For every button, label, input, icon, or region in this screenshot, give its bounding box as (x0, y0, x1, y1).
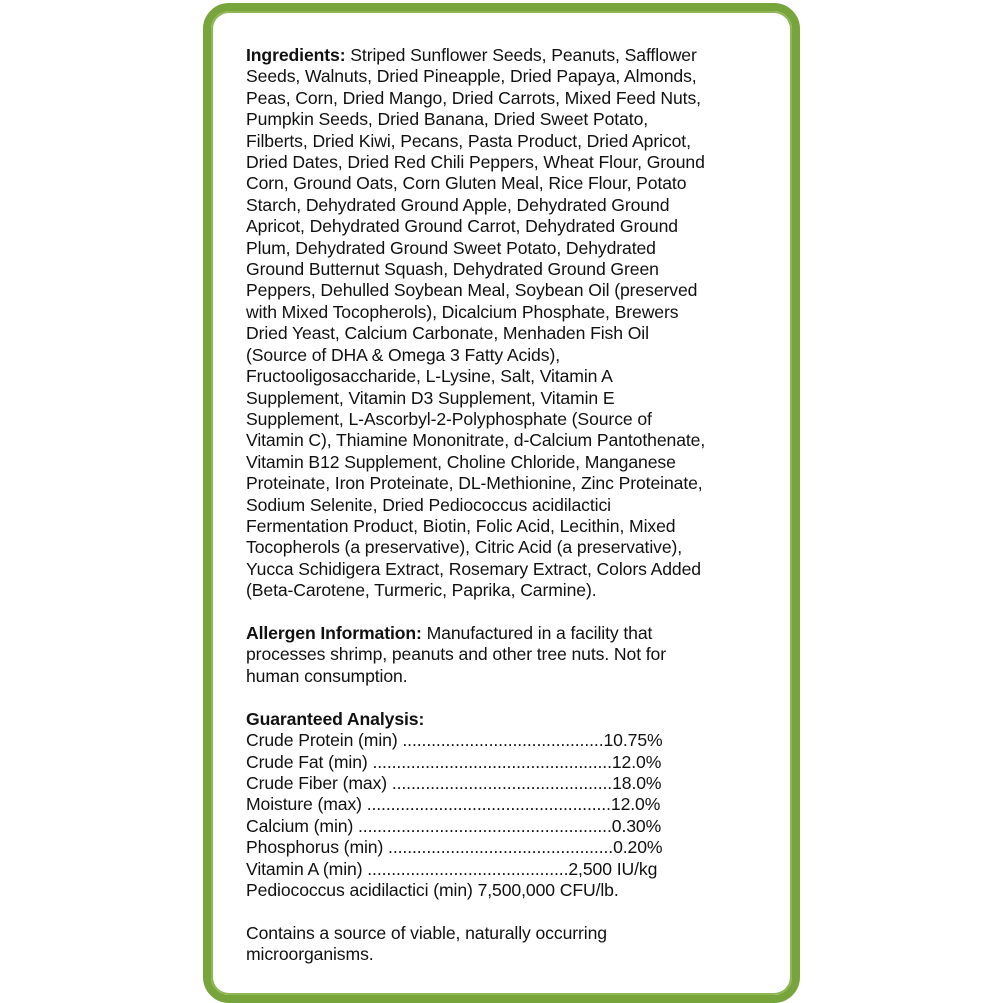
analysis-row-crude-fiber: Crude Fiber (max) ..............................................18.0% (246, 773, 662, 793)
ingredients-line: Sodium Selenite, Dried Pediococcus acidilactici (246, 494, 611, 515)
ingredients-line: Tocopherols (a preservative), Citric Acid (a preservative), (246, 537, 683, 558)
ingredients-line: Apricot, Dehydrated Ground Carrot, Dehydrated Ground (246, 216, 678, 237)
ingredients-line: Seeds, Walnuts, Dried Pineapple, Dried Papaya, Almonds, (246, 66, 697, 87)
analysis-row-vitamin-a: Vitamin A (min) ..........................................2,500 IU/kg (246, 858, 658, 879)
analysis-heading: Guaranteed Analysis: (246, 708, 425, 729)
ingredients-line: Plum, Dehydrated Ground Sweet Potato, Dehydrated (246, 237, 656, 258)
analysis-row-pediococcus: Pediococcus acidilactici (min) 7,500,000 CFU/lb. (246, 880, 619, 901)
ingredients-line: (Source of DHA & Omega 3 Fatty Acids), (246, 344, 560, 365)
ingredients-line: Starch, Dehydrated Ground Apple, Dehydrated Ground (246, 194, 670, 215)
label-content (246, 45, 786, 966)
ingredients-line: Filberts, Dried Kiwi, Pecans, Pasta Product, Dried Apricot, (246, 130, 691, 151)
ingredients-line: Vitamin C), Thiamine Mononitrate, d-Calcium Pantothenate, (246, 430, 706, 451)
ingredients-section (246, 45, 786, 602)
footer-line: microorganisms. (246, 944, 374, 965)
ingredients-line: Corn, Ground Oats, Corn Gluten Meal, Rice Flour, Potato (246, 173, 687, 194)
analysis-row-phosphorus: Phosphorus (min) ...............................................0.20% (246, 837, 663, 858)
allergen-heading: Allergen Information: (246, 623, 422, 644)
allergen-line: human consumption. (246, 665, 408, 686)
analysis-row-calcium: Calcium (min) .....................................................0.30% (246, 815, 662, 836)
ingredients-line: Supplement, L-Ascorbyl-2-Polyphosphate (Source of (246, 408, 652, 429)
analysis-row-crude-fat: Crude Fat (min) ..................................................12.0% (246, 751, 662, 772)
footer-line: Contains a source of viable, naturally occurring (246, 922, 607, 943)
ingredients-line: Yucca Schidigera Extract, Rosemary Extract, Colors Added (246, 558, 701, 579)
ingredients-line: Pumpkin Seeds, Dried Banana, Dried Sweet Potato, (246, 109, 649, 130)
allergen-line: processes shrimp, peanuts and other tree nuts. Not for (246, 644, 667, 665)
ingredients-line: Proteinate, Iron Proteinate, DL-Methionine, Zinc Proteinate, (246, 473, 703, 494)
ingredients-heading: Ingredients: (246, 45, 346, 65)
analysis-section (246, 709, 786, 902)
ingredients-line: Peas, Corn, Dried Mango, Dried Carrots, Mixed Feed Nuts, (246, 87, 701, 108)
ingredients-line: Dried Dates, Dried Red Chili Peppers, Wheat Flour, Ground (246, 152, 705, 173)
analysis-row-moisture: Moisture (max) ...................................................12.0% (246, 794, 661, 815)
ingredients-line: (Beta-Carotene, Turmeric, Paprika, Carmine). (246, 580, 597, 601)
ingredients-line: Fermentation Product, Biotin, Folic Acid, Lecithin, Mixed (246, 515, 676, 536)
ingredients-line: Vitamin B12 Supplement, Choline Chloride, Manganese (246, 451, 676, 472)
ingredients-line: with Mixed Tocopherols), Dicalcium Phosphate, Brewers (246, 301, 679, 322)
ingredients-line: Fructooligosaccharide, L-Lysine, Salt, Vitamin A (246, 366, 613, 387)
ingredients-line: Supplement, Vitamin D3 Supplement, Vitamin E (246, 387, 615, 408)
ingredients-line: Striped Sunflower Seeds, Peanuts, Safflower (345, 45, 697, 65)
ingredients-line: Ground Butternut Squash, Dehydrated Ground Green (246, 259, 659, 280)
allergen-section (246, 623, 786, 687)
microorganisms-note (246, 923, 786, 966)
ingredients-line: Dried Yeast, Calcium Carbonate, Menhaden Fish Oil (246, 323, 649, 344)
allergen-line: Manufactured in a facility that (421, 623, 653, 644)
ingredients-line: Peppers, Dehulled Soybean Meal, Soybean Oil (preserved (246, 280, 698, 301)
analysis-row-crude-protein: Crude Protein (min) ..........................................10.75% (246, 730, 663, 751)
